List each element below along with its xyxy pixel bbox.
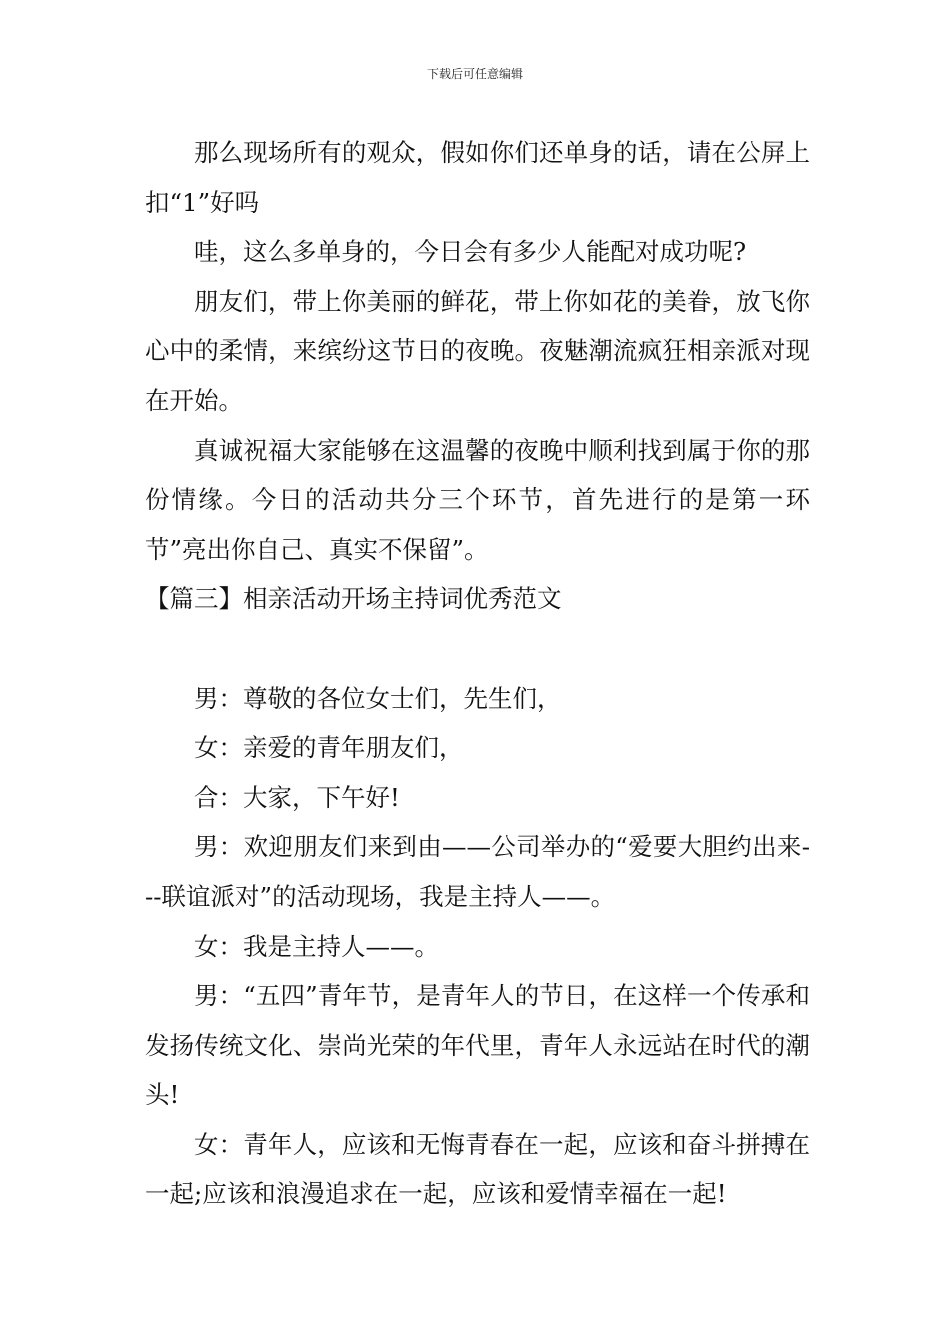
- document-body: [145, 128, 810, 1219]
- paragraph-audience-call: 那么现场所有的观众，假如你们还单身的话，请在公屏上扣“1”好吗: [145, 138, 810, 217]
- paragraph-singles: 哇，这么多单身的，今日会有多少人能配对成功呢?: [194, 237, 747, 267]
- paragraph-male-youth-day: 男：“五四”青年节，是青年人的节日，在这样一个传承和发扬传统文化、崇尚光荣的年代里，青年人永远站在时代的潮头!: [145, 981, 810, 1110]
- paragraph-male-greeting: 男：尊敬的各位女士们，先生们，: [194, 683, 562, 713]
- paragraph-female-greeting: 女：亲爱的青年朋友们，: [194, 733, 464, 763]
- paragraph-female-host: 女：我是主持人——。: [194, 931, 439, 961]
- page-header-note: 下载后可任意编辑: [426, 67, 523, 81]
- paragraph-male-welcome: 男：欢迎朋友们来到由——公司举办的“爱要大胆约出来---联谊派对”的活动现场，我是主持人——。: [145, 832, 810, 911]
- paragraph-together-greeting: 合：大家，下午好!: [194, 782, 400, 812]
- paragraph-blessing: 真诚祝福大家能够在这温馨的夜晚中顺利找到属于你的那份情缘。今日的活动共分三个环节，首先进行的是第一环节”亮出你自己、真实不保留”。: [145, 435, 810, 564]
- paragraph-female-youth: 女：青年人，应该和无悔青春在一起，应该和奋斗拼搏在一起;应该和浪漫追求在一起，应该和爱情幸福在一起!: [145, 1129, 810, 1209]
- paragraph-opening: 朋友们，带上你美丽的鲜花，带上你如花的美眷，放飞你心中的柔情，来缤纷这节日的夜晚。夜魅潮流疯狂相亲派对现在开始。: [145, 286, 810, 415]
- blank-line: [145, 624, 810, 674]
- section-heading: 【篇三】相亲活动开场主持词优秀范文: [145, 584, 562, 614]
